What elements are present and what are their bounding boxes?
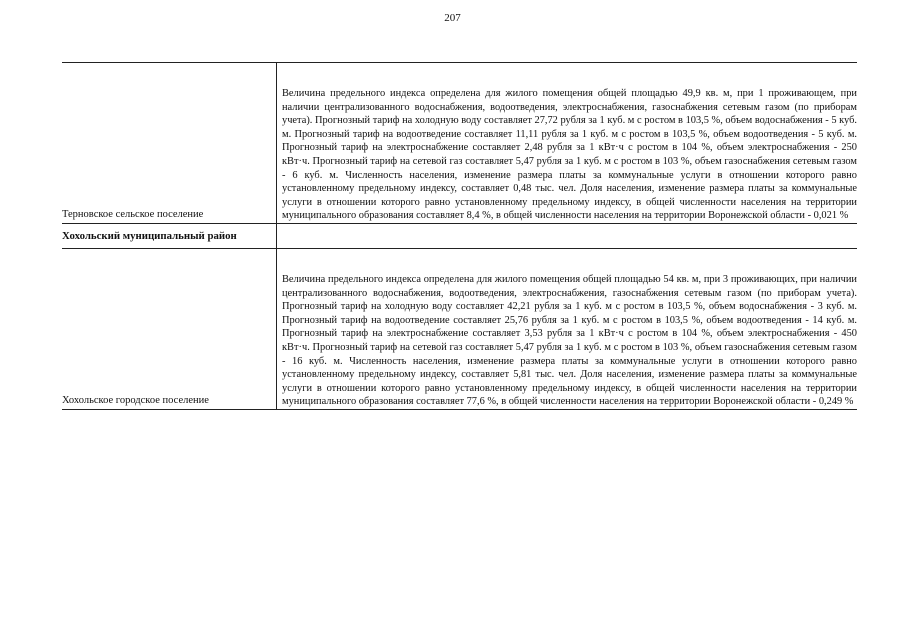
district-cell: [62, 223, 277, 248]
settlement-description: Величина предельного индекса определена для жилого помещения общей площадью 49,9 кв. м, при 1 проживающем, при наличии централизованного водоснабжения, водоотведения, электроснабжения, газоснабжения сетевым газом (по приборам учета). Прогнозный тариф на холодную воду составляет 27,72 рубля за 1 куб. м с ростом в 103,5 %, объем водоснабжения - 5 куб. м. Прогнозный тариф на водоотведение составляет 11,11 рубля за 1 куб. м с ростом в 103,5 %, объем водоотведения - 5 куб. м. Прогнозный тариф на электроснабжение составляет 2,48 рубля за 1 кВт·ч с ростом в 104 %, объем электроснабжения - 250 кВт·ч. Прогнозный тариф на сетевой газ составляет 5,47 рубля за 1 куб. м с ростом в 103 %, объем газоснабжения сетевым газом - 6 куб. м. Численность населения, изменение размера платы за коммунальные услуги в отношении которого равно установленному предельному индексу, составляет 0,48 тыс. чел. Доля населения, изменение размера платы за коммунальные услуги в отношении которого равно установленному предельному индексу, в общей численности населения на территории муниципального образования составляет 8,4 %, в общей численности населения на территории Воронежской области - 0,021 %: [282, 88, 857, 222]
table-row: [62, 63, 857, 224]
district-row: [62, 223, 857, 248]
district-empty-cell: [277, 223, 858, 248]
page-number: 207: [444, 12, 461, 24]
district-title: Хохольский муниципальный район: [62, 229, 237, 242]
description-cell: [277, 248, 858, 409]
settlement-name: Терновское сельское поселение: [62, 208, 204, 220]
settlement-name: Хохольское городское поселение: [62, 394, 209, 406]
settlement-cell: [62, 63, 277, 224]
settlement-description: Величина предельного индекса определена для жилого помещения общей площадью 54 кв. м, при 3 проживающих, при наличии централизованного водоснабжения, водоотведения, электроснабжения, газоснабжения сетевым газом (по приборам учета). Прогнозный тариф на холодную воду составляет 42,21 рубля за 1 куб. м с ростом в 103,5 %, объем водоснабжения - 3 куб. м. Прогнозный тариф на водоотведение составляет 25,76 рубля за 1 куб. м с ростом в 103,5 %, объем водоотведения - 14 куб. м. Прогнозный тариф на электроснабжение составляет 3,53 рубля за 1 кВт·ч с ростом в 104 %, объем электроснабжения - 450 кВт·ч. Прогнозный тариф на сетевой газ составляет 5,47 рубля за 1 куб. м с ростом в 103 %, объем газоснабжения сетевым газом - 16 куб. м. Численность населения, изменение размера платы за коммунальные услуги в отношении которого равно установленному предельному индексу, составляет 5,81 тыс. чел. Доля населения, изменение размера платы за коммунальные услуги в отношении которого равно установленному предельному индексу, в общей численности населения на территории муниципального образования составляет 77,6 %, в общей численности населения на территории Воронежской области - 0,249 %: [282, 273, 857, 408]
table-row: [62, 248, 857, 409]
index-table: [62, 62, 857, 410]
settlement-cell: [62, 248, 277, 409]
description-cell: [277, 63, 858, 224]
